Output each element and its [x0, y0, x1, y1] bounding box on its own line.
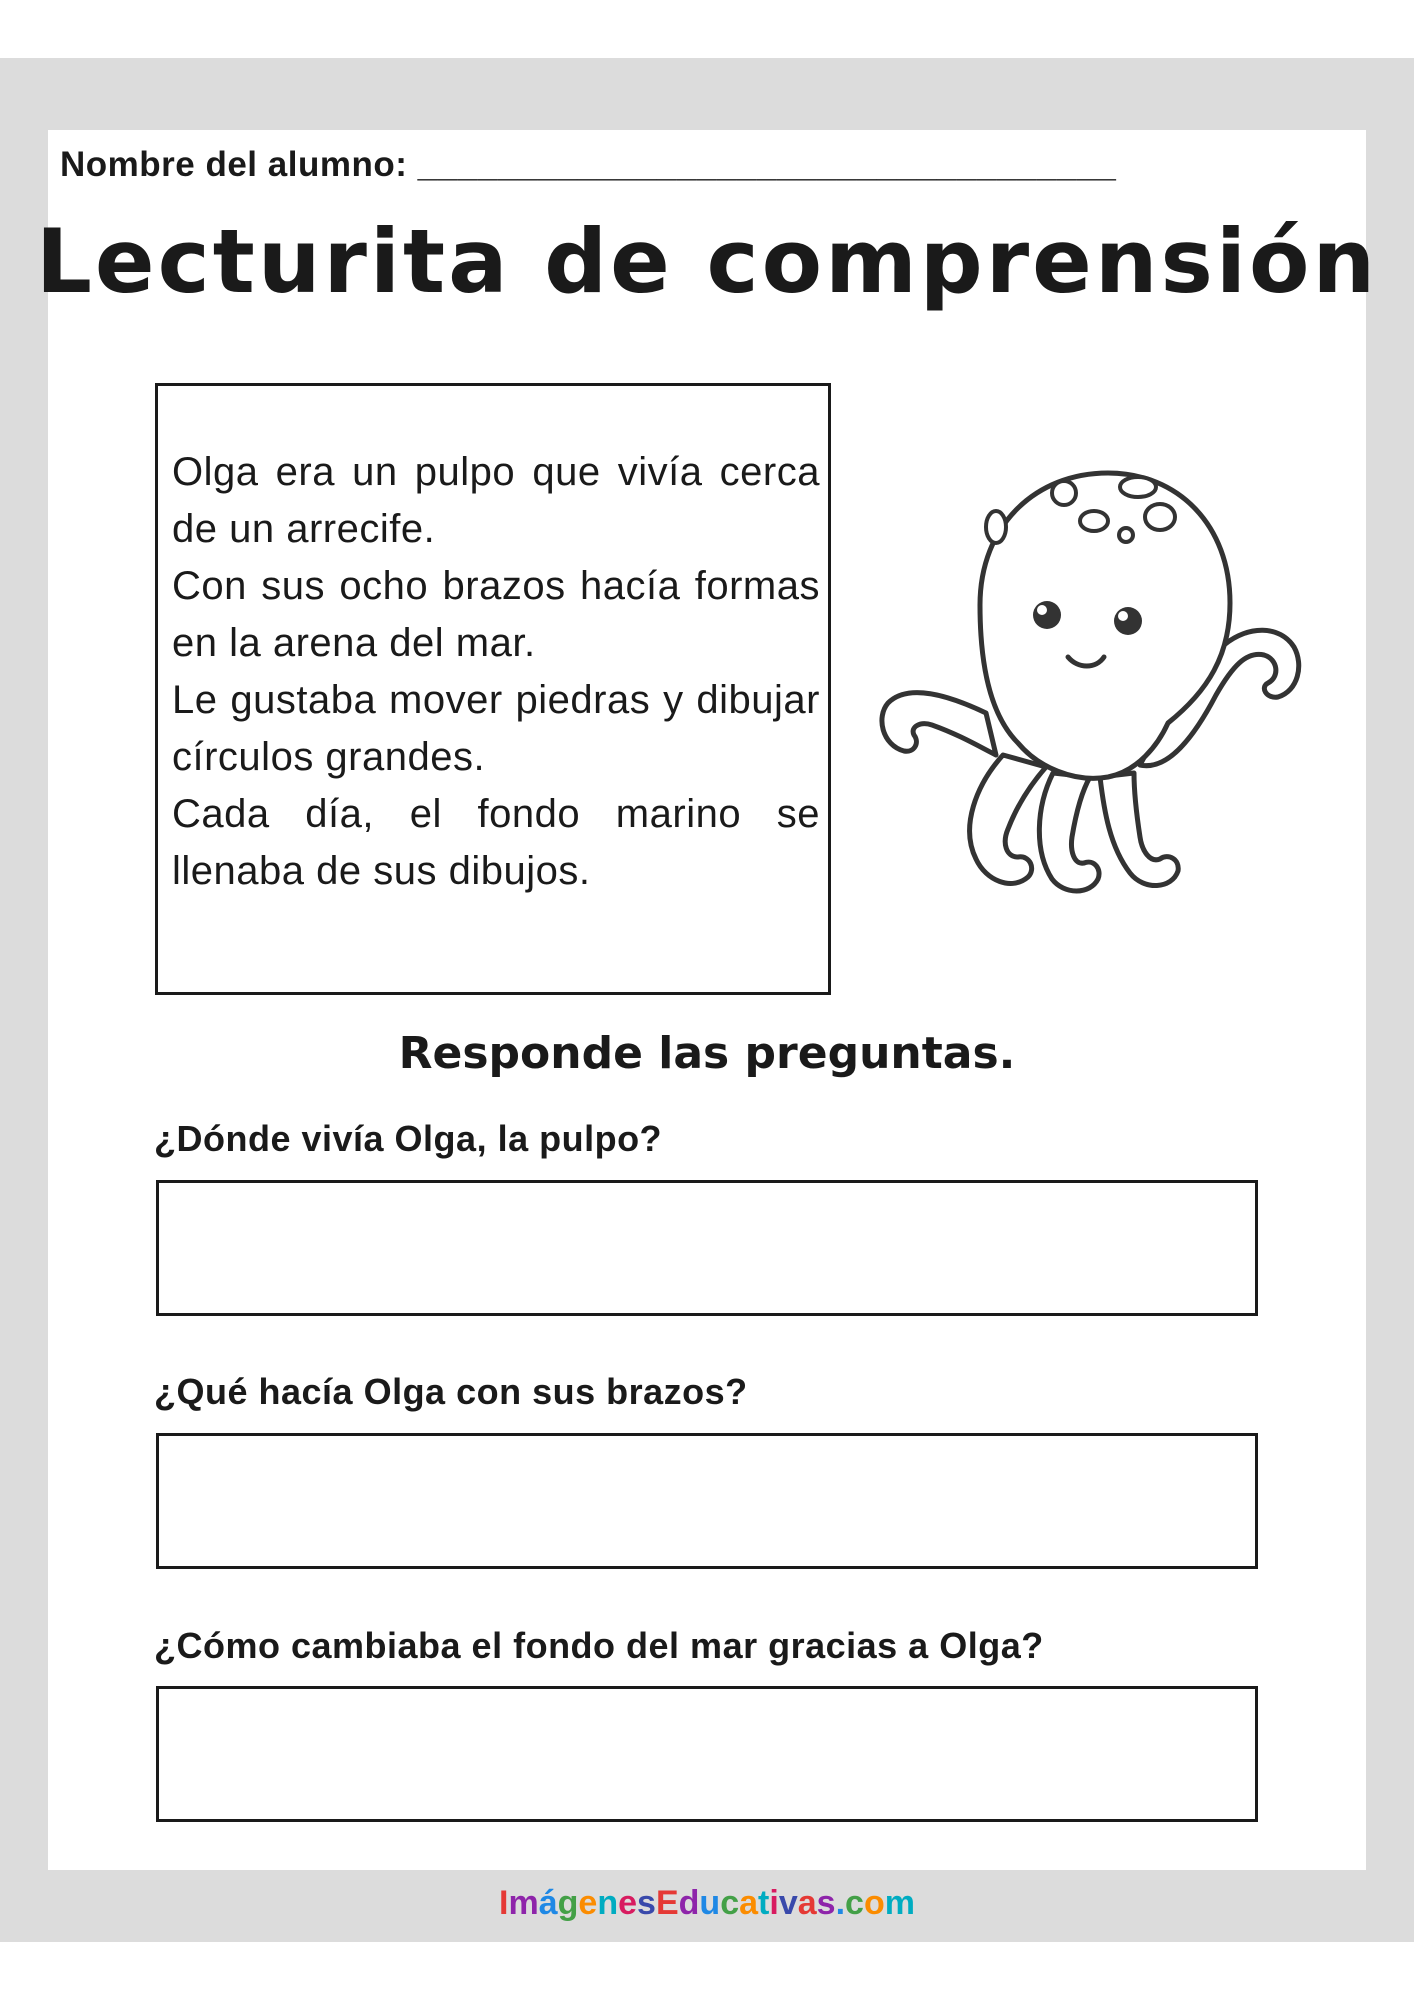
answer-box-3[interactable] [156, 1686, 1258, 1822]
site-name-letter: e [618, 1884, 638, 1922]
site-name-letter: c [845, 1884, 864, 1922]
site-name-letter: c [720, 1884, 740, 1922]
answer-box-2[interactable] [156, 1433, 1258, 1569]
site-name-letter: i [769, 1884, 779, 1922]
answer-box-1[interactable] [156, 1180, 1258, 1316]
site-name-letter: n [597, 1884, 619, 1922]
site-name-letter: s [637, 1884, 656, 1922]
question-1: ¿Dónde vivía Olga, la pulpo? [154, 1118, 663, 1159]
site-name-letter: a [797, 1884, 817, 1922]
site-name-letter: o [863, 1884, 885, 1922]
site-name-letter: m [884, 1884, 915, 1922]
site-name-letter: a [739, 1884, 759, 1922]
site-name-letter: d [678, 1884, 700, 1922]
instructions-heading: Responde las preguntas. [398, 1028, 1016, 1079]
site-name-letter: á [538, 1884, 558, 1922]
story-line: Le gustaba mover piedras y dibujar círculos grandes. [172, 678, 820, 779]
question-2: ¿Qué hacía Olga con sus brazos? [154, 1371, 748, 1412]
site-name-letter: g [557, 1884, 579, 1922]
site-name-letter: u [699, 1884, 721, 1922]
student-name-field[interactable]: Nombre del alumno: ___________________________________ [60, 145, 1117, 184]
site-name-letter: I [499, 1884, 509, 1922]
site-name-letter: t [758, 1884, 770, 1922]
story-line: Con sus ocho brazos hacía formas en la arena del mar. [172, 564, 820, 665]
octopus-icon [868, 455, 1318, 905]
site-name-letter: e [578, 1884, 598, 1922]
site-name-letter: . [835, 1884, 846, 1922]
site-footer-logo[interactable] [0, 1884, 1414, 1923]
site-name-letter: E [655, 1884, 679, 1922]
site-name [499, 1884, 915, 1922]
question-3: ¿Cómo cambiaba el fondo del mar gracias a Olga? [154, 1625, 1044, 1666]
story-line: Olga era un pulpo que vivía cerca de un arrecife. [172, 450, 820, 551]
site-name-letter: v [778, 1884, 798, 1922]
site-name-letter: s [816, 1884, 836, 1922]
story-line: Cada día, el fondo marino se llenaba de sus dibujos. [172, 792, 820, 893]
site-name-letter: m [508, 1884, 539, 1922]
story-box [155, 383, 831, 995]
page-title: Lecturita de comprensión [35, 210, 1379, 313]
story-text [172, 444, 820, 900]
